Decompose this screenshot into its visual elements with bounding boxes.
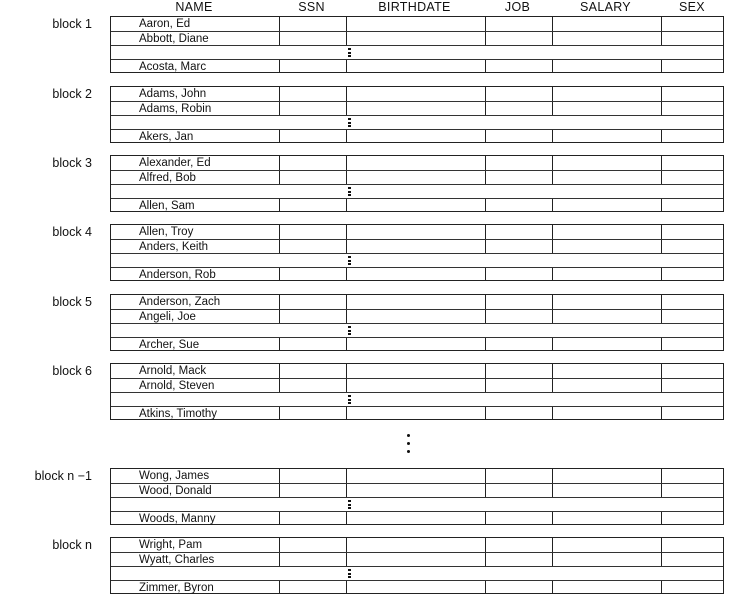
field-cell-birthdate	[346, 407, 347, 420]
field-cell-ssn	[279, 171, 280, 184]
record-row	[111, 580, 723, 594]
record-name: Wood, Donald	[139, 485, 212, 497]
field-cell-sex	[661, 295, 662, 309]
record-row	[111, 198, 723, 212]
field-cell-salary	[552, 407, 553, 420]
ellipsis-row	[111, 45, 723, 59]
field-cell-ssn	[279, 199, 280, 212]
field-cell-ssn	[279, 484, 280, 497]
block-label: block n −1	[34, 469, 92, 483]
field-cell-sex	[661, 225, 662, 239]
field-cell-job	[485, 225, 486, 239]
field-cell-job	[485, 407, 486, 420]
record-row	[111, 538, 723, 552]
ellipsis-row	[111, 253, 723, 267]
field-cell-sex	[661, 512, 662, 525]
field-cell-ssn	[279, 407, 280, 420]
field-cell-ssn	[279, 240, 280, 253]
field-cell-job	[485, 553, 486, 566]
record-name: Arnold, Steven	[139, 380, 215, 392]
record-row	[111, 170, 723, 184]
field-cell-birthdate	[346, 102, 347, 115]
record-name: Akers, Jan	[139, 131, 194, 143]
vertical-ellipsis-icon	[348, 256, 351, 265]
field-cell-job	[485, 130, 486, 143]
record-row	[111, 295, 723, 309]
block-label: block 4	[52, 225, 92, 239]
field-cell-ssn	[279, 295, 280, 309]
block-label: block 3	[52, 156, 92, 170]
field-cell-salary	[552, 512, 553, 525]
field-cell-ssn	[279, 553, 280, 566]
record-name: Angeli, Joe	[139, 311, 196, 323]
record-name: Zimmer, Byron	[139, 582, 214, 594]
field-cell-birthdate	[346, 469, 347, 483]
field-cell-sex	[661, 171, 662, 184]
field-cell-job	[485, 512, 486, 525]
record-name: Atkins, Timothy	[139, 408, 217, 420]
record-row	[111, 87, 723, 101]
block	[110, 86, 724, 143]
record-name: Wyatt, Charles	[139, 554, 215, 566]
field-cell-birthdate	[346, 240, 347, 253]
field-cell-salary	[552, 538, 553, 552]
field-cell-ssn	[279, 156, 280, 170]
block	[110, 16, 724, 73]
vertical-ellipsis-icon	[407, 434, 413, 458]
field-cell-salary	[552, 553, 553, 566]
record-name: Archer, Sue	[139, 339, 200, 351]
field-cell-salary	[552, 310, 553, 323]
field-cell-salary	[552, 130, 553, 143]
ellipsis-row	[111, 184, 723, 198]
field-cell-ssn	[279, 512, 280, 525]
column-header-birthdate: BIRTHDATE	[378, 0, 451, 14]
field-cell-salary	[552, 484, 553, 497]
record-row	[111, 511, 723, 525]
block	[110, 155, 724, 212]
field-cell-job	[485, 484, 486, 497]
field-cell-sex	[661, 484, 662, 497]
field-cell-ssn	[279, 581, 280, 594]
record-row	[111, 483, 723, 497]
field-cell-job	[485, 538, 486, 552]
record-row	[111, 225, 723, 239]
record-name: Anderson, Rob	[139, 269, 216, 281]
field-cell-job	[485, 469, 486, 483]
field-cell-salary	[552, 199, 553, 212]
field-cell-job	[485, 379, 486, 392]
field-cell-salary	[552, 171, 553, 184]
field-cell-birthdate	[346, 60, 347, 73]
record-name: Arnold, Mack	[139, 365, 207, 377]
field-cell-salary	[552, 240, 553, 253]
block-label: block 1	[52, 17, 92, 31]
record-name: Wright, Pam	[139, 539, 203, 551]
record-row	[111, 31, 723, 45]
field-cell-birthdate	[346, 171, 347, 184]
field-cell-salary	[552, 364, 553, 378]
record-row	[111, 17, 723, 31]
record-name: Allen, Sam	[139, 200, 195, 212]
vertical-ellipsis-icon	[348, 118, 351, 127]
field-cell-birthdate	[346, 512, 347, 525]
vertical-ellipsis-icon	[348, 326, 351, 335]
record-row	[111, 406, 723, 420]
field-cell-sex	[661, 32, 662, 45]
column-header-sex: SEX	[679, 0, 705, 14]
field-cell-sex	[661, 130, 662, 143]
column-header-ssn: SSN	[298, 0, 325, 14]
block	[110, 363, 724, 420]
field-cell-birthdate	[346, 484, 347, 497]
field-cell-salary	[552, 379, 553, 392]
field-cell-ssn	[279, 310, 280, 323]
field-cell-salary	[552, 17, 553, 31]
field-cell-job	[485, 240, 486, 253]
field-cell-birthdate	[346, 225, 347, 239]
ellipsis-row	[111, 323, 723, 337]
record-name: Alfred, Bob	[139, 172, 196, 184]
field-cell-ssn	[279, 364, 280, 378]
field-cell-birthdate	[346, 364, 347, 378]
record-name: Anders, Keith	[139, 241, 209, 253]
record-row	[111, 239, 723, 253]
field-cell-salary	[552, 581, 553, 594]
field-cell-sex	[661, 364, 662, 378]
vertical-ellipsis-icon	[348, 187, 351, 196]
block	[110, 537, 724, 594]
field-cell-job	[485, 32, 486, 45]
ellipsis-row	[111, 566, 723, 580]
field-cell-ssn	[279, 469, 280, 483]
record-row	[111, 469, 723, 483]
field-cell-ssn	[279, 338, 280, 351]
record-row	[111, 337, 723, 351]
ellipsis-row	[111, 392, 723, 406]
field-cell-ssn	[279, 32, 280, 45]
block-label: block n	[52, 538, 92, 552]
field-cell-sex	[661, 17, 662, 31]
field-cell-ssn	[279, 130, 280, 143]
field-cell-birthdate	[346, 379, 347, 392]
field-cell-sex	[661, 407, 662, 420]
vertical-ellipsis-icon	[348, 48, 351, 57]
field-cell-ssn	[279, 268, 280, 281]
field-cell-birthdate	[346, 199, 347, 212]
record-name: Alexander, Ed	[139, 157, 211, 169]
record-row	[111, 129, 723, 143]
field-cell-sex	[661, 102, 662, 115]
field-cell-salary	[552, 469, 553, 483]
record-name: Aaron, Ed	[139, 18, 191, 30]
record-name: Adams, John	[139, 88, 207, 100]
record-name: Wong, James	[139, 470, 210, 482]
field-cell-sex	[661, 156, 662, 170]
field-cell-birthdate	[346, 553, 347, 566]
field-cell-salary	[552, 156, 553, 170]
record-row	[111, 552, 723, 566]
field-cell-ssn	[279, 17, 280, 31]
record-name: Woods, Manny	[139, 513, 216, 525]
block-label: block 2	[52, 87, 92, 101]
field-cell-sex	[661, 199, 662, 212]
field-cell-job	[485, 581, 486, 594]
field-cell-salary	[552, 338, 553, 351]
block	[110, 468, 724, 525]
field-cell-job	[485, 171, 486, 184]
record-row	[111, 59, 723, 73]
field-cell-salary	[552, 268, 553, 281]
record-row	[111, 364, 723, 378]
record-row	[111, 101, 723, 115]
field-cell-job	[485, 268, 486, 281]
record-name: Adams, Robin	[139, 103, 212, 115]
field-cell-birthdate	[346, 268, 347, 281]
field-cell-birthdate	[346, 87, 347, 101]
record-name: Anderson, Zach	[139, 296, 221, 308]
field-cell-job	[485, 87, 486, 101]
field-cell-ssn	[279, 102, 280, 115]
field-cell-job	[485, 156, 486, 170]
field-cell-sex	[661, 469, 662, 483]
vertical-ellipsis-icon	[348, 500, 351, 509]
block-label: block 5	[52, 295, 92, 309]
field-cell-salary	[552, 225, 553, 239]
field-cell-job	[485, 364, 486, 378]
field-cell-birthdate	[346, 538, 347, 552]
field-cell-sex	[661, 268, 662, 281]
field-cell-sex	[661, 60, 662, 73]
field-cell-birthdate	[346, 130, 347, 143]
record-row	[111, 378, 723, 392]
field-cell-salary	[552, 102, 553, 115]
field-cell-birthdate	[346, 338, 347, 351]
field-cell-ssn	[279, 225, 280, 239]
field-cell-job	[485, 310, 486, 323]
ellipsis-row	[111, 497, 723, 511]
field-cell-birthdate	[346, 32, 347, 45]
block	[110, 294, 724, 351]
field-cell-job	[485, 199, 486, 212]
ellipsis-row	[111, 115, 723, 129]
field-cell-job	[485, 338, 486, 351]
field-cell-ssn	[279, 538, 280, 552]
field-cell-birthdate	[346, 17, 347, 31]
field-cell-job	[485, 60, 486, 73]
field-cell-birthdate	[346, 295, 347, 309]
record-name: Acosta, Marc	[139, 61, 207, 73]
field-cell-birthdate	[346, 156, 347, 170]
field-cell-sex	[661, 553, 662, 566]
field-cell-job	[485, 17, 486, 31]
block	[110, 224, 724, 281]
column-header-job: JOB	[504, 0, 531, 14]
field-cell-salary	[552, 32, 553, 45]
field-cell-ssn	[279, 60, 280, 73]
field-cell-birthdate	[346, 310, 347, 323]
vertical-ellipsis-icon	[348, 395, 351, 404]
field-cell-ssn	[279, 87, 280, 101]
field-cell-salary	[552, 295, 553, 309]
field-cell-ssn	[279, 379, 280, 392]
record-row	[111, 267, 723, 281]
field-cell-sex	[661, 379, 662, 392]
field-cell-sex	[661, 581, 662, 594]
block-label: block 6	[52, 364, 92, 378]
field-cell-salary	[552, 60, 553, 73]
field-cell-job	[485, 102, 486, 115]
field-cell-birthdate	[346, 581, 347, 594]
column-header-name: NAME	[175, 0, 213, 14]
vertical-ellipsis-icon	[348, 569, 351, 578]
record-row	[111, 309, 723, 323]
record-row	[111, 156, 723, 170]
field-cell-sex	[661, 338, 662, 351]
field-cell-job	[485, 295, 486, 309]
field-cell-sex	[661, 538, 662, 552]
column-header-salary: SALARY	[580, 0, 631, 14]
record-name: Allen, Troy	[139, 226, 194, 238]
field-cell-sex	[661, 310, 662, 323]
field-cell-sex	[661, 240, 662, 253]
record-name: Abbott, Diane	[139, 33, 209, 45]
field-cell-salary	[552, 87, 553, 101]
field-cell-sex	[661, 87, 662, 101]
